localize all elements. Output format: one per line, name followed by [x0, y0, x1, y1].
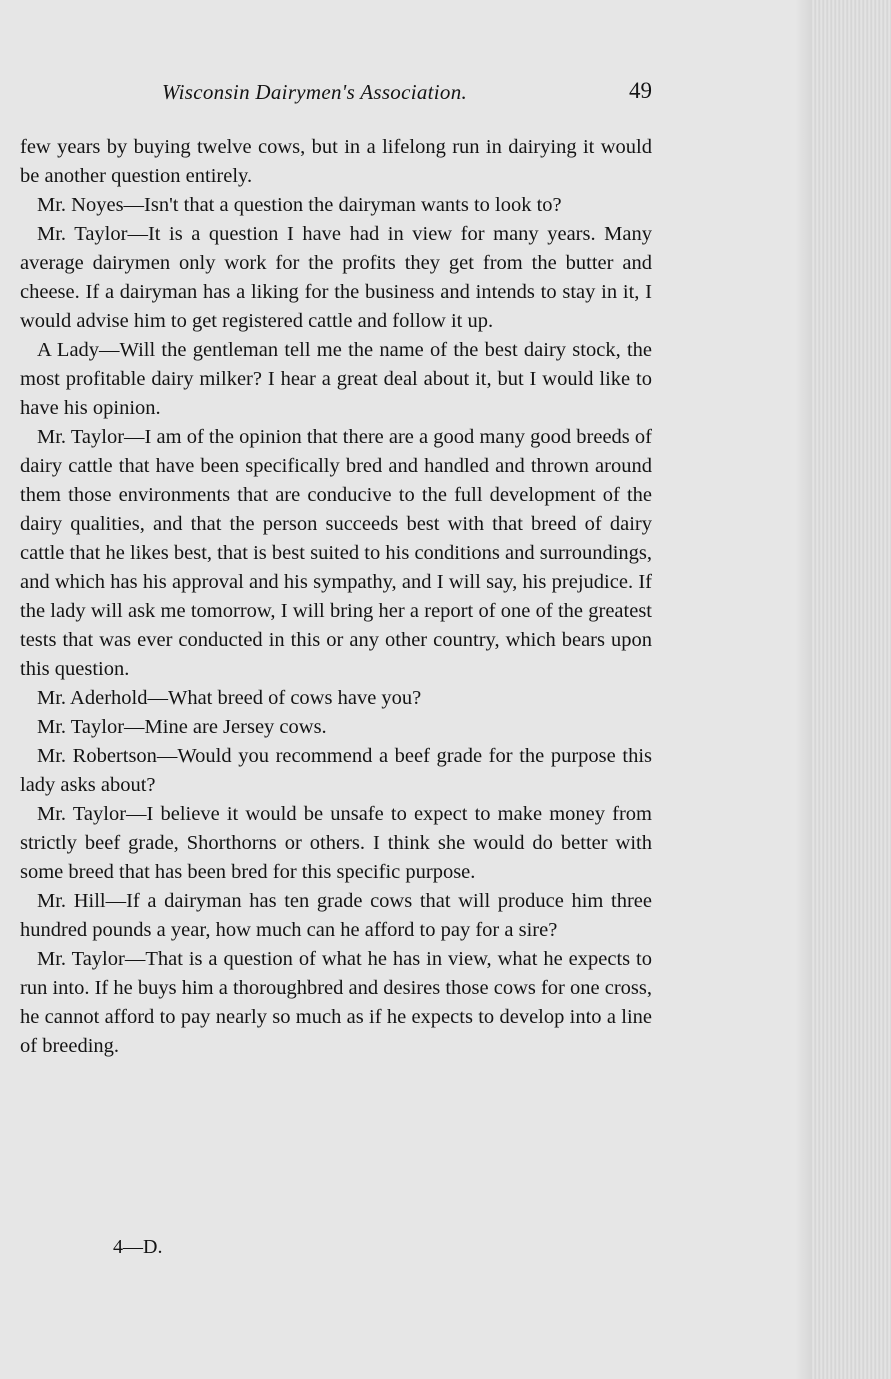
paragraph: Mr. Aderhold—What breed of cows have you? — [37, 687, 422, 709]
body-text — [20, 133, 652, 1061]
page-header — [20, 78, 652, 108]
paragraph: Mr. Taylor—I believe it would be unsafe to expect to make money from strictly beef grade, Shorthorns or others. I think she would do better with some breed that has been bred for this specific purpose. — [20, 803, 652, 883]
paragraph: Mr. Taylor—Mine are Jersey cows. — [37, 716, 327, 738]
paragraph: Mr. Robertson—Would you recommend a beef grade for the purpose this lady asks about? — [20, 745, 652, 796]
page-edges — [812, 0, 891, 1379]
paragraph: A Lady—Will the gentleman tell me the name of the best dairy stock, the most profitable dairy milker? I hear a great deal about it, but I would like to have his opinion. — [20, 339, 652, 419]
running-title: Wisconsin Dairymen's Association. — [162, 80, 468, 104]
paragraph: few years by buying twelve cows, but in a lifelong run in dairying it would be another question entirely. — [20, 136, 652, 187]
paragraph: Mr. Taylor—That is a question of what he has in view, what he expects to run into. If he buys him a thoroughbred and desires those cows for one cross, he cannot afford to pay nearly so much as if he expects to develop into a line of breeding. — [20, 948, 652, 1057]
signature-mark: 4—D. — [113, 1236, 163, 1258]
paragraph: Mr. Taylor—It is a question I have had in view for many years. Many average dairymen only work for the profits they get from the butter and cheese. If a dairyman has a liking for the business and intends to stay in it, I would advise him to get registered cattle and follow it up. — [20, 223, 652, 332]
page-number: 49 — [629, 78, 652, 103]
paragraph: Mr. Noyes—Isn't that a question the dairyman wants to look to? — [37, 194, 562, 216]
paragraph: Mr. Taylor—I am of the opinion that there are a good many good breeds of dairy cattle that have been specifically bred and handled and thrown around them those environments that are conducive to the full development of the dairy qualities, and that the person succeeds best with that breed of dairy cattle that he likes best, that is best suited to his conditions and surroundings, and which has his approval and his sympathy, and I will say, his prejudice. If the lady will ask me tomorrow, I will bring her a report of one of the greatest tests that was ever conducted in this or any other country, which bears upon this question. — [20, 426, 652, 680]
paragraph: Mr. Hill—If a dairyman has ten grade cows that will produce him three hundred pounds a year, how much can he afford to pay for a sire? — [20, 890, 652, 941]
